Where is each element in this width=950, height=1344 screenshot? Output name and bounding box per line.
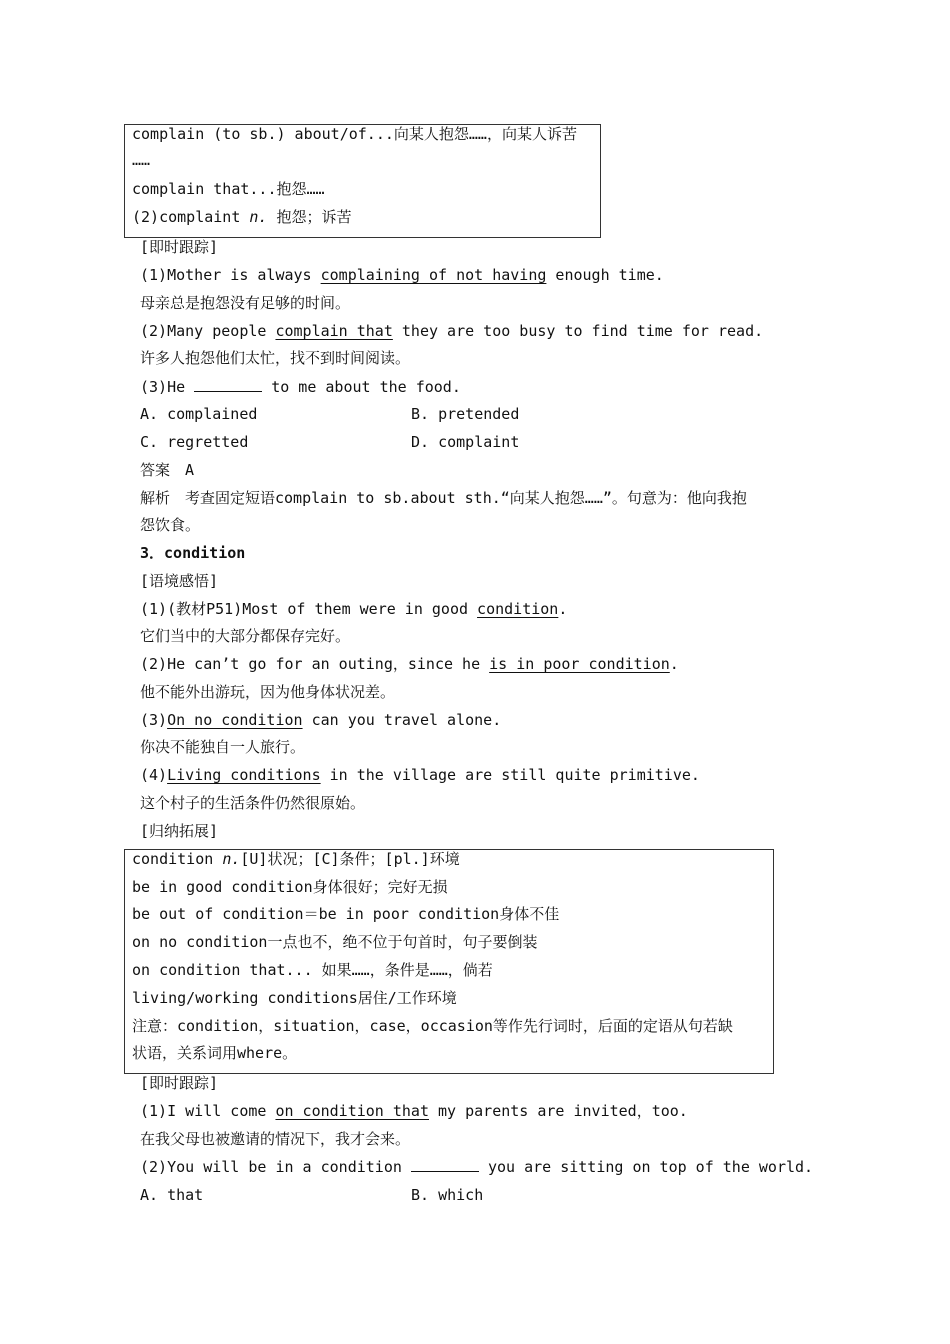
track1-sentence2-cn: 许多人抱怨他们太忙，找不到时间阅读。: [140, 349, 411, 367]
box2-line2: be in good condition身体很好；完好无损: [132, 878, 448, 896]
answer-blank: [194, 377, 262, 392]
context-sentence1-cn: 它们当中的大部分都保存完好。: [140, 627, 351, 645]
box1-line2: ……: [132, 151, 151, 169]
context-sentence1: (1)(教材P51)Most of them were in good condition.: [140, 600, 568, 618]
box1-line4: (2)complaint n. 抱怨；诉苦: [132, 208, 352, 226]
track2-question2: (2)You will be in a condition you are sitting on top of the world.: [140, 1158, 814, 1176]
track2-option-a: A. that: [140, 1186, 204, 1204]
section-title: 3．condition: [140, 544, 246, 562]
context-sentence3: (3)On no condition can you travel alone.: [140, 711, 502, 729]
track1-option-a: A. complained: [140, 405, 258, 423]
box2-line8: 状语，关系词用where。: [132, 1044, 298, 1062]
track1-question3: (3)He to me about the food.: [140, 378, 461, 396]
summary-heading: [归纳拓展]: [140, 822, 219, 840]
box2-line1: condition n.[U]状况；[C]条件；[pl.]环境: [132, 850, 460, 868]
context-sentence2-cn: 他不能外出游玩，因为他身体状况差。: [140, 683, 396, 701]
track2-heading: [即时跟踪]: [140, 1074, 219, 1092]
track1-heading: [即时跟踪]: [140, 238, 219, 256]
box1-line3: complain that...抱怨……: [132, 180, 325, 198]
track2-sentence1: (1)I will come on condition that my parents are invited，too.: [140, 1102, 688, 1120]
answer-blank: [411, 1157, 479, 1172]
box2-line5: on condition that... 如果……，条件是……，倘若: [132, 961, 493, 979]
track2-sentence1-cn: 在我父母也被邀请的情况下，我才会来。: [140, 1130, 411, 1148]
track1-analysis-line1: 解析 考查固定短语complain to sb.about sth.“向某人抱怨……”。句意为：他向我抱: [140, 489, 747, 507]
track1-answer: 答案 A: [140, 461, 195, 479]
box2-line7: 注意：condition，situation，case，occasion等作先行词时，后面的定语从句若缺: [132, 1017, 733, 1035]
box2-line3: be out of condition＝be in poor condition身体不佳: [132, 905, 560, 923]
context-heading: [语境感悟]: [140, 572, 219, 590]
context-sentence4: (4)Living conditions in the village are still quite primitive.: [140, 766, 700, 784]
context-sentence3-cn: 你决不能独自一人旅行。: [140, 738, 306, 756]
track2-option-b: B. which: [411, 1186, 484, 1204]
box2-line6: living/working conditions居住/工作环境: [132, 989, 457, 1007]
track1-sentence1-cn: 母亲总是抱怨没有足够的时间。: [140, 294, 351, 312]
track1-option-b: B. pretended: [411, 405, 520, 423]
box1-line1: complain (to sb.) about/of...向某人抱怨……，向某人诉苦: [132, 125, 577, 143]
track1-sentence1: (1)Mother is always complaining of not having enough time.: [140, 266, 664, 284]
context-sentence2: (2)He can’t go for an outing，since he is in poor condition.: [140, 655, 679, 673]
track1-sentence2: (2)Many people complain that they are too busy to find time for read.: [140, 322, 764, 340]
box2-line4: on no condition一点也不，绝不位于句首时，句子要倒装: [132, 933, 538, 951]
context-sentence4-cn: 这个村子的生活条件仍然很原始。: [140, 794, 366, 812]
track1-analysis-line2: 怨饮食。: [140, 516, 201, 534]
track1-option-d: D. complaint: [411, 433, 520, 451]
track1-option-c: C. regretted: [140, 433, 249, 451]
